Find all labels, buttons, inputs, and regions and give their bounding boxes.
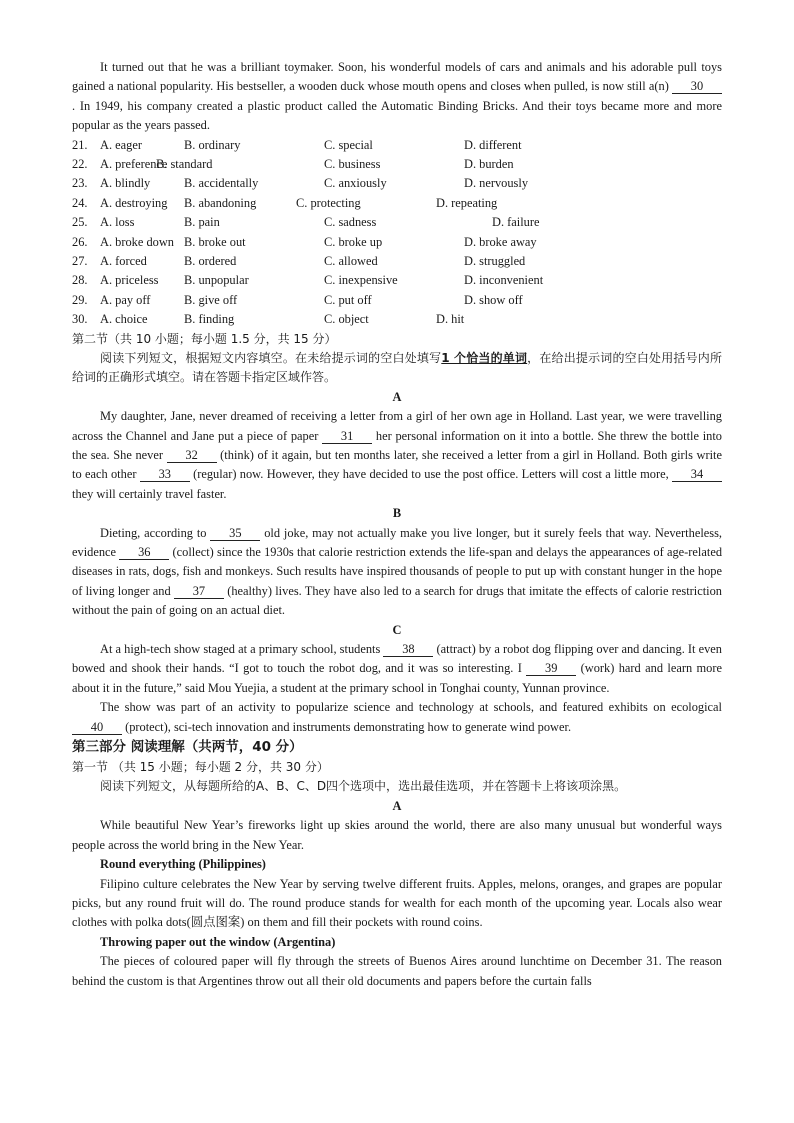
- option-d: D. struggled: [464, 253, 526, 268]
- blank-32: 32: [167, 448, 217, 463]
- option-a: A. broke down: [100, 234, 174, 249]
- option-a: A. loss: [100, 215, 135, 230]
- text: ，在给出提示词的空白处用括号内所给词的正确形式填空。请在答题卡指定区域作答。: [72, 350, 722, 385]
- question-number: 29.: [72, 292, 88, 307]
- option-c: C. business: [324, 157, 381, 172]
- text: It turned out that he was a brilliant toymaker. Soon, his wonderful models of cars and animals and his adorable pull toys gained a national popularity. His bestseller, a wooden duck whose mouth opens and closes when pulled, is now still a(n): [72, 60, 722, 94]
- passage-b-label: B: [392, 506, 402, 521]
- text: At a high-tech show staged at a primary school, students: [100, 642, 384, 657]
- underlined-text: 1 个恰当的单词: [441, 350, 528, 365]
- option-a: A. choice: [100, 312, 148, 327]
- options-list: [72, 136, 722, 330]
- text: Dieting, according to: [100, 525, 211, 540]
- blank-33: 33: [140, 467, 190, 482]
- option-a: A. pay off: [100, 292, 151, 307]
- option-b: B. ordered: [184, 253, 237, 268]
- blank-30: 30: [672, 79, 722, 94]
- option-b: B. unpopular: [184, 273, 249, 288]
- question-number: 25.: [72, 215, 88, 230]
- passage-a-label: A: [392, 389, 402, 404]
- option-b: B. give off: [184, 292, 238, 307]
- option-c: C. inexpensive: [324, 273, 398, 288]
- text: they will certainly travel faster.: [72, 486, 227, 501]
- question-number: 26.: [72, 234, 88, 249]
- option-row: [72, 155, 722, 174]
- option-d: D. nervously: [464, 176, 529, 191]
- option-row: [72, 136, 722, 155]
- question-number: 27.: [72, 253, 88, 268]
- text: old joke, may not actually make you live longer, but it surely feels that way. Nevertheless, evidence: [72, 525, 722, 559]
- option-a: A. blindly: [100, 176, 151, 191]
- text: (collect) since the 1930s that calorie restriction extends the life-span and delays the appearances of age-related diseases in rats, dogs, fish and monkeys. Such results have inspired thousands of people to put up with constant hunger in the hope of living longer and: [72, 545, 723, 598]
- question-number: 22.: [72, 157, 88, 172]
- text: The show was part of an activity to popularize science and technology at schools, and featured exhibits on ecological: [100, 700, 722, 715]
- text: (healthy) lives. They have also led to a search for drugs that imitate the effects of calorie restriction without the pain of going on an actual diet.: [72, 583, 723, 618]
- blank-38: 38: [383, 642, 433, 657]
- exam-page: [72, 58, 722, 991]
- option-a: A. preference: [100, 157, 168, 172]
- option-b: B. pain: [184, 215, 220, 230]
- text: (think) of it again, but ten months later, she received a letter from a girl in Holland. Both girls write to each other: [72, 447, 722, 482]
- option-row: [72, 174, 722, 193]
- option-row: [72, 233, 722, 252]
- option-d: D. hit: [436, 312, 465, 327]
- blank-39: 39: [526, 661, 576, 676]
- reading-a-p1: Filipino culture celebrates the New Year by serving twelve different fruits. Apples, melons, oranges, and grapes are popular picks, but any round fruit will do. The round produce stands for wealth for each month of the upcoming year. Locals also wear clothes with polka dots(圆点图案) on them and fill their pockets with round coins.: [72, 876, 722, 930]
- option-row: [72, 252, 722, 271]
- option-d: D. burden: [464, 157, 514, 172]
- part3-instructions: 阅读下列短文，从每题所给的A、B、C、D四个选项中，选出最佳选项，并在答题卡上将该项涂黑。: [100, 779, 627, 794]
- text: My daughter, Jane, never dreamed of receiving a letter from a girl of her own age in Holland. Last year, we were travelling across the Channel and Jane put a piece of paper: [72, 409, 722, 443]
- option-b: B. ordinary: [184, 137, 241, 152]
- option-c: C. anxiously: [324, 176, 387, 191]
- option-row: [72, 271, 722, 290]
- option-b: B. broke out: [184, 234, 246, 249]
- passage-c-p1: [72, 640, 722, 698]
- part3-section1-heading: 第一节 （共 15 小题；每小题 2 分，共 30 分）: [72, 760, 329, 775]
- option-a: A. eager: [100, 137, 142, 152]
- passage-c-label: C: [392, 622, 402, 637]
- option-a: A. destroying: [100, 195, 168, 210]
- option-c: C. protecting: [296, 195, 361, 210]
- option-a: A. priceless: [100, 273, 159, 288]
- option-d: D. failure: [492, 215, 540, 230]
- section2-instructions: [72, 349, 722, 388]
- passage-b: [72, 524, 722, 621]
- option-d: D. repeating: [436, 195, 498, 210]
- text: 阅读下列短文，根据短文内容填空。在未给提示词的空白处填写: [100, 350, 442, 365]
- option-row: [72, 291, 722, 310]
- text: (work) hard and learn more about it in the future,” said Mou Yuejia, a student at the primary school in Tonghai county, Yunnan province.: [72, 661, 722, 695]
- option-b: B. abandoning: [184, 195, 257, 210]
- option-c: C. put off: [324, 292, 372, 307]
- option-b: B. accidentally: [184, 176, 259, 191]
- blank-40: 40: [72, 720, 122, 735]
- blank-34: 34: [672, 467, 722, 482]
- option-row: [72, 213, 722, 232]
- question-number: 24.: [72, 195, 88, 210]
- text: (attract) by a robot dog flipping over and dancing. It even bowed and shook their hands. “I got to touch the robot dog, and it was so interesting. I: [72, 642, 722, 676]
- subheading-argentina: Throwing paper out the window (Argentina): [100, 934, 336, 949]
- reading-a-p2: The pieces of coloured paper will fly through the streets of Buenos Aires around lunchtime on December 31. The reason behind the custom is that Argentines throw out all their old documents and papers before the curtain falls: [72, 954, 722, 988]
- option-b: B. standard: [156, 157, 213, 172]
- option-row: [72, 194, 722, 213]
- option-d: D. different: [464, 137, 522, 152]
- reading-a-intro: While beautiful New Year’s fireworks light up skies around the world, there are also many unusual but wonderful ways people across the world bring in the New Year.: [72, 818, 722, 852]
- option-d: D. show off: [464, 292, 523, 307]
- blank-35: 35: [210, 526, 260, 541]
- option-c: C. broke up: [324, 234, 383, 249]
- question-number: 23.: [72, 176, 88, 191]
- option-a: A. forced: [100, 253, 147, 268]
- question-number: 30.: [72, 312, 88, 327]
- blank-31: 31: [322, 429, 372, 444]
- option-c: C. sadness: [324, 215, 377, 230]
- text: her personal information on it into a bottle. She threw the bottle into the sea. She never: [72, 428, 722, 462]
- text: (regular) now. However, they have decided to use the post office. Letters will cost a little more,: [189, 467, 672, 482]
- blank-37: 37: [174, 584, 224, 599]
- option-c: C. object: [324, 312, 369, 327]
- blank-36: 36: [119, 545, 169, 560]
- passage-c-p2: [72, 698, 722, 737]
- intro-paragraph: [72, 58, 722, 136]
- option-c: C. allowed: [324, 253, 378, 268]
- section2-heading: 第二节（共 10 小题；每小题 1.5 分，共 15 分）: [72, 331, 337, 346]
- text: . In 1949, his company created a plastic product called the Automatic Binding Bricks. And their toys became more and more popular as the years passed.: [72, 98, 722, 133]
- part3-heading: 第三部分 阅读理解（共两节，40 分）: [72, 739, 303, 756]
- question-number: 21.: [72, 137, 88, 152]
- passage-a: [72, 407, 722, 504]
- question-number: 28.: [72, 273, 88, 288]
- text: (protect), sci-tech innovation and instruments demonstrating how to generate wind power.: [122, 719, 572, 734]
- option-row: [72, 310, 722, 329]
- option-d: D. broke away: [464, 234, 537, 249]
- option-d: D. inconvenient: [464, 273, 544, 288]
- option-b: B. finding: [184, 312, 235, 327]
- reading-a-label: A: [392, 798, 402, 813]
- subheading-philippines: Round everything (Philippines): [100, 857, 266, 872]
- option-c: C. special: [324, 137, 373, 152]
